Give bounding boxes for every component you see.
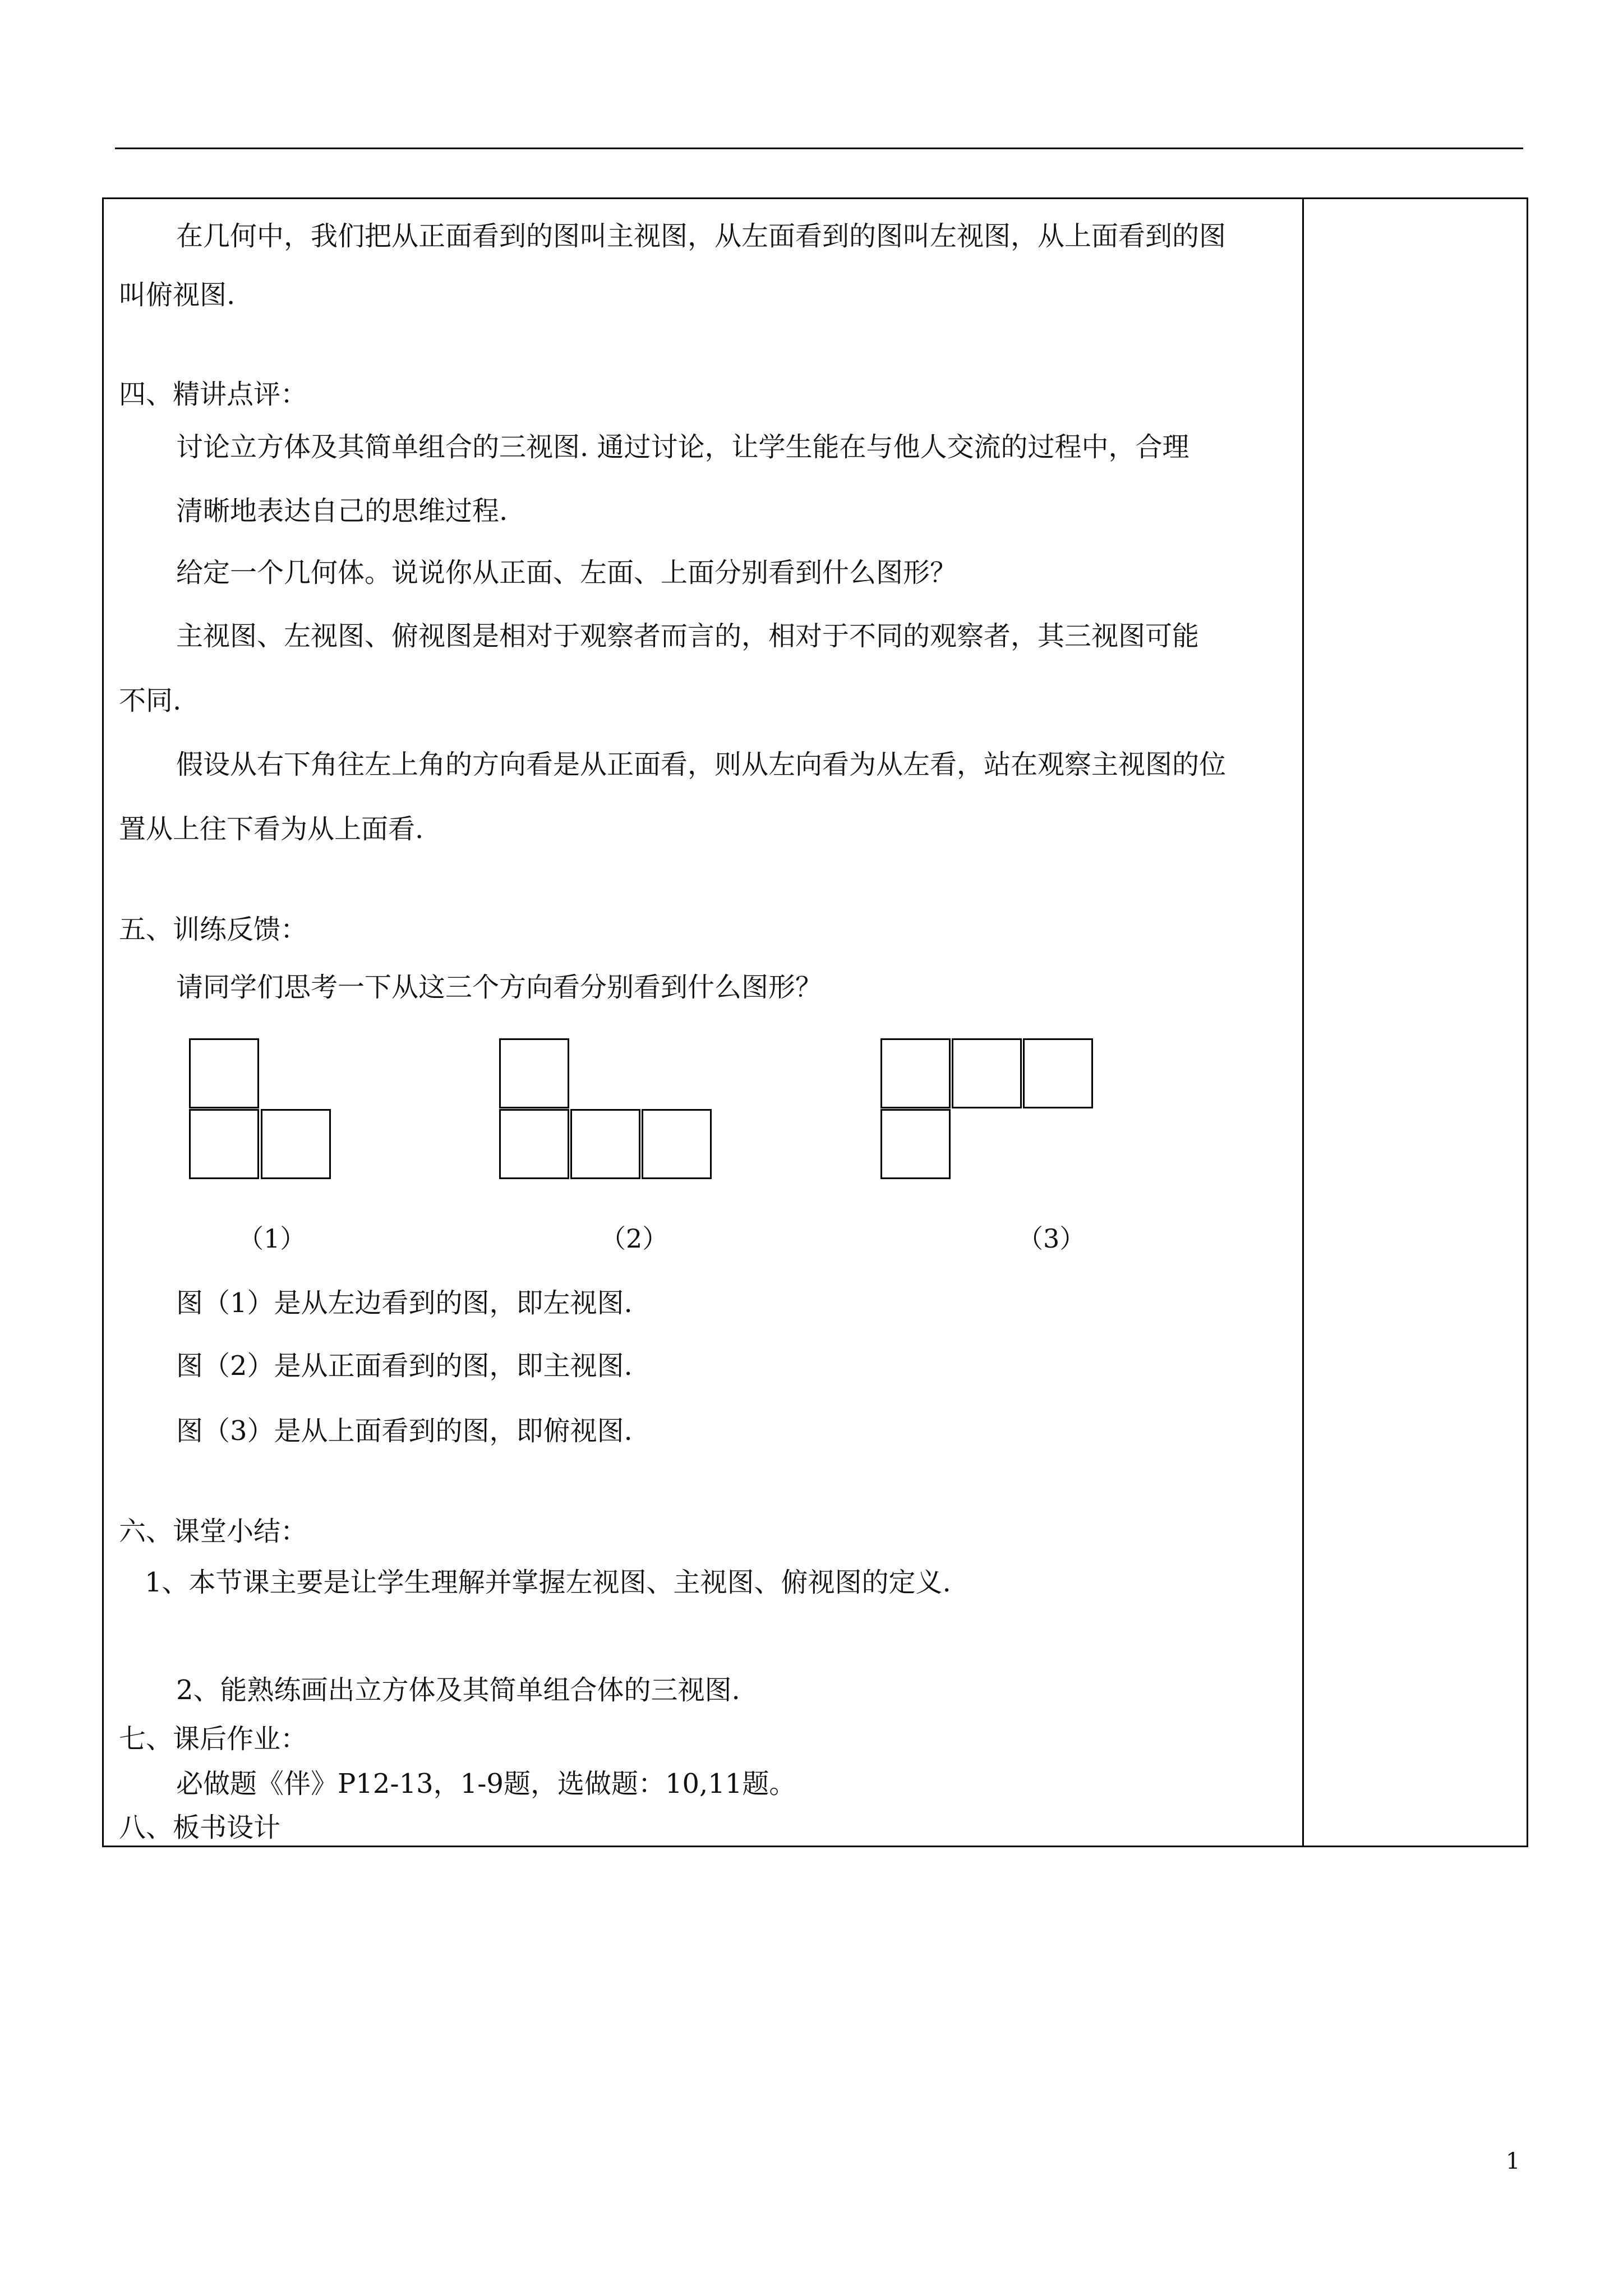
section-5-question: 请同学们思考一下从这三个方向看分别看到什么图形？ [176,972,823,1003]
section-5-heading: 五、训练反馈： [119,914,308,945]
figure-3-square [1023,1038,1093,1108]
figure-3-square [952,1038,1022,1108]
section-4-p4-line2: 置从上往下看为从上面看. [119,813,424,845]
figure-1-square [189,1038,259,1108]
section-4-p1-line1: 讨论立方体及其简单组合的三视图. 通过讨论，让学生能在与他人交流的过程中，合理 [176,431,1189,463]
figure-3-caption: （3） [1017,1223,1086,1254]
summary-item-2: 2、能熟练画出立方体及其简单组合体的三视图. [176,1674,740,1706]
answer-2: 图（2）是从正面看到的图，即主视图. [176,1350,633,1382]
section-4-p3-line2: 不同. [119,685,182,716]
table-column-divider [1302,197,1304,1847]
section-6-heading: 六、课堂小结： [119,1516,308,1547]
figure-2-square [499,1038,569,1108]
header-rule [115,148,1523,149]
figure-2-square [499,1109,569,1179]
section-7-heading: 七、课后作业： [119,1723,308,1755]
homework-content: 必做题《伴》P12-13，1-9题，选做题：10,11题。 [176,1768,796,1800]
section-4-p1-line2: 清晰地表达自己的思维过程. [176,495,508,527]
figure-1-square [189,1109,259,1179]
section-4-p2: 给定一个几何体。说说你从正面、左面、上面分别看到什么图形？ [176,557,957,588]
intro-line-1: 在几何中，我们把从正面看到的图叫主视图，从左面看到的图叫左视图，从上面看到的图 [176,220,1227,252]
figure-1-square [261,1109,331,1179]
figure-3-square [880,1038,951,1108]
figure-3-square [880,1109,951,1179]
page-number: 1 [1506,2148,1520,2174]
section-4-p4-line1: 假设从右下角往左上角的方向看是从正面看，则从左向看为从左看，站在观察主视图的位 [176,749,1227,780]
figure-2-square [570,1109,640,1179]
figure-2-caption: （2） [600,1223,668,1254]
answer-1: 图（1）是从左边看到的图，即左视图. [176,1287,633,1319]
figure-1-caption: （1） [238,1223,306,1254]
section-4-p3-line1: 主视图、左视图、俯视图是相对于观察者而言的，相对于不同的观察者，其三视图可能 [176,620,1200,652]
answer-3: 图（3）是从上面看到的图，即俯视图. [176,1415,633,1447]
figure-2-square [642,1109,712,1179]
intro-line-2: 叫俯视图. [119,279,236,311]
summary-item-1: 1、本节课主要是让学生理解并掌握左视图、主视图、俯视图的定义. [145,1567,951,1598]
section-4-heading: 四、精讲点评： [119,379,308,410]
section-8-heading: 八、板书设计 [119,1812,281,1843]
